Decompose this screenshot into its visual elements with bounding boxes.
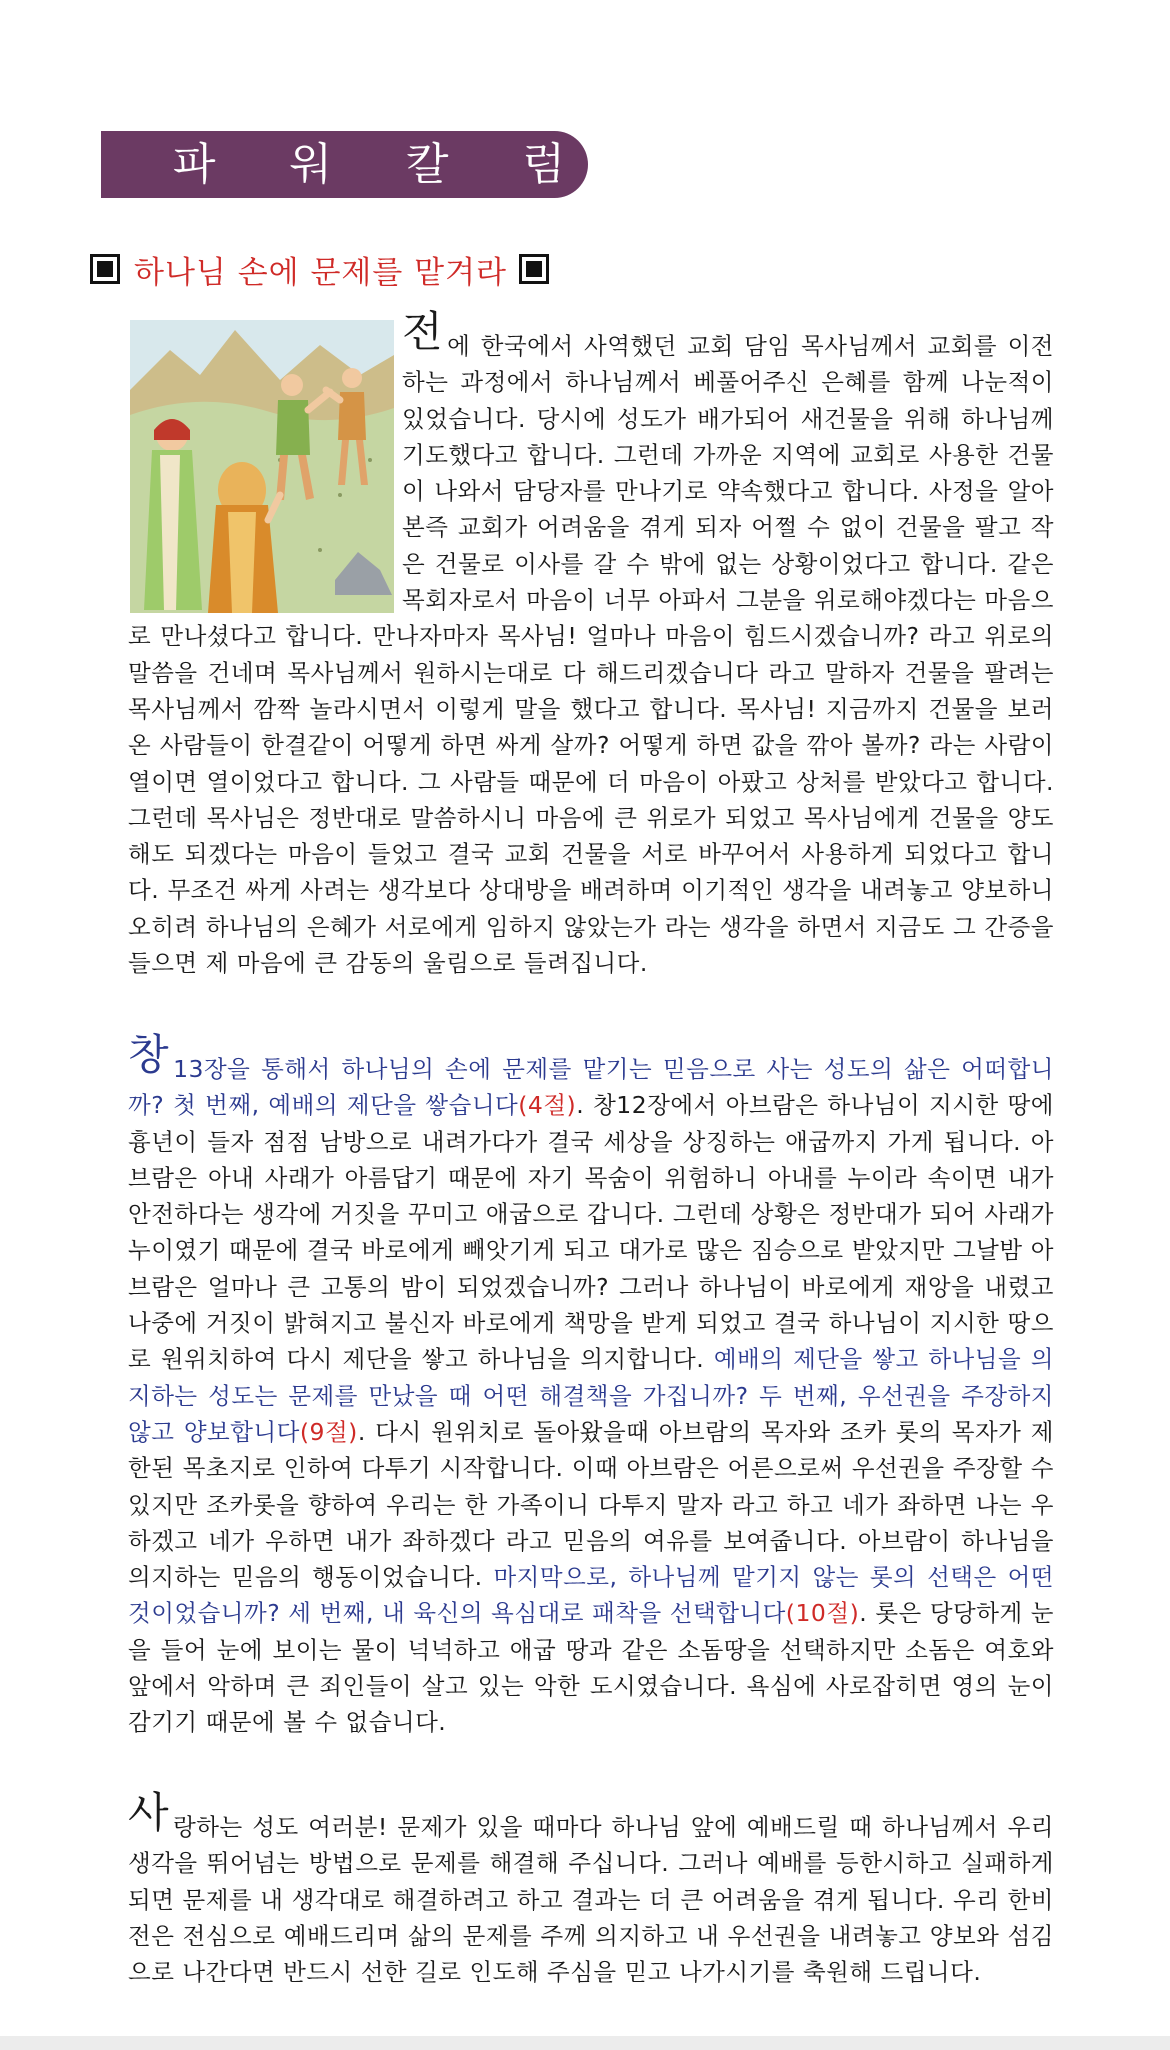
emphasis-1: 13장을 통해서 하나님의 손에 문제를 맡기는 믿음으로 사는 성도의 삶은 어떠합니까? 첫 번째, 예배의 제단을 쌓습니다	[128, 1055, 1054, 1120]
emphasis-2: 예배의 제단을 쌓고 하나님을 의지하는 성도는 문제를 만났을 때 어떤 해결책을 가집니까? 두 번째, 우선권을 주장하지 않고 양보합니다	[128, 1345, 1054, 1446]
paragraph-2-text-1: . 창12장에서 아브람은 하나님이 지시한 땅에 흉년이 들자 점점 남방으로 내려가다가 결국 세상을 상징하는 애굽까지 가게 됩니다. 아브람은 아내 사래가 아름답기 때문에 자기 목숨이 위험하니 아내를 누이라 속이면 내가 안전하다는 생각에 거짓을 꾸미고 애굽으로 갑니다. 그런데 상황은 정반대가 되어 사래가 누이였기 때문에 결국 바로에게 빼앗기게 되고 대가로 많은 짐승으로 받았지만 그날밤 아브람은 얼마나 큰 고통의 밤이 되었겠습니까? 그러나 하나님이 바로에게 재앙을 내렸고 나중에 거짓이 밝혀지고 불신자 바로에게 책망을 받게 되었고 결국 하나님이 지시한 땅으로 원위치하여 다시 제단을 쌓고 하나님을 의지합니다.	[128, 1091, 1054, 1374]
paragraph-2-text-2: . 다시 원위치로 돌아왔을때 아브람의 목자와 조카 롯의 목자가 제한된 목초지로 인하여 다투기 시작합니다. 이때 아브람은 어른으로써 우선권을 주장할 수 있지만 조카롯을 향하여 우리는 한 가족이니 다투지 말자 라고 하고 네가 좌하면 나는 우하겠고 네가 우하면 내가 좌하겠다 라고 믿음의 여유를 보여줍니다. 아브람이 하나님을 의지하는 믿음의 행동이었습니다.	[128, 1417, 1054, 1592]
paragraph-3-dropcap: 사	[128, 1788, 170, 1837]
paragraph-2-dropcap: 창	[128, 1030, 170, 1079]
column-banner	[101, 131, 595, 198]
page-bottom-band	[0, 2036, 1170, 2050]
paragraph-1-dropcap: 전	[402, 307, 444, 356]
verse-ref-3: (10절)	[785, 1599, 860, 1628]
article-title: 하나님 손에 문제를 맡겨라	[134, 254, 507, 291]
emphasis-3: 마지막으로, 하나님께 맡기지 않는 롯의 선택은 어떤 것이었습니까? 세 번째, 내 육신의 욕심대로 패착을 선택합니다	[128, 1563, 1054, 1628]
verse-ref-2: (9절)	[299, 1417, 358, 1446]
paragraph-3-text: 랑하는 성도 여러분! 문제가 있을 때마다 하나님 앞에 예배드릴 때 하나님께서 우리 생각을 뛰어넘는 방법으로 문제를 해결해 주십니다. 그러나 예배를 등한시하고 실패하게 되면 문제를 내 생각대로 해결하려고 하고 결과는 더 큰 어려움을 겪게 됩니다. 우리 한비전은 전심으로 예배드리며 삶의 문제를 주께 의지하고 내 우선권을 내려놓고 양보와 섬김으로 나간다면 반드시 선한 길로 인도해 주심을 믿고 나가시기를 축원해 드립니다.	[128, 1813, 1054, 1987]
article-heading	[90, 246, 549, 292]
paragraph-2-text-3: . 롯은 당당하게 눈을 들어 눈에 보이는 물이 넉넉하고 애굽 땅과 같은 소돔땅을 선택하지만 소돔은 여호와 앞에서 악하며 큰 죄인들이 살고 있는 악한 도시였습니다. 욕심에 사로잡히면 영의 눈이 감기기 때문에 볼 수 없습니다.	[128, 1599, 1054, 1737]
paragraph-1	[128, 307, 1054, 981]
paragraph-1-text: 에 한국에서 사역했던 교회 담임 목사님께서 교회를 이전하는 과정에서 하나님께서 베풀어주신 은혜를 함께 나눈적이 있었습니다. 당시에 성도가 배가되어 새건물을 위해 하나님께 기도했다고 합니다. 그런데 가까운 지역에 교회로 사용한 건물이 나와서 담당자를 만나기로 약속했다고 합니다. 사정을 알아본즉 교회가 어려움을 겪게 되자 어쩔 수 없이 건물을 팔고 작은 건물로 이사를 갈 수 밖에 없는 상황이었다고 합니다. 같은 목회자로서 마음이 너무 아파서 그분을 위로해야겠다는 마음으로 만나셨다고 합니다. 만나자마자 목사님! 얼마나 마음이 힘드시겠습니까? 라고 위로의 말씀을 건네며 목사님께서 원하시는대로 다 해드리겠습니다 라고 말하자 건물을 팔려는 목사님께서 깜짝 놀라시면서 이렇게 말을 했다고 합니다. 목사님! 지금까지 건물을 보러온 사람들이 한결같이 어떻게 하면 싸게 살까? 어떻게 하면 값을 깎아 볼까? 라는 사람이 열이면 열이었다고 합니다. 그 사람들 때문에 더 마음이 아팠고 상처를 받았다고 합니다. 그런데 목사님은 정반대로 말씀하시니 마음에 큰 위로가 되었고 목사님에게 건물을 양도해도 되겠다는 마음이 들었고 결국 교회 건물을 서로 바꾸어서 사용하게 되었다고 합니다. 무조건 싸게 사려는 생각보다 상대방을 배려하며 이기적인 생각을 내려놓고 양보하니 오히려 하나님의 은혜가 서로에게 임하지 않았는가 라는 생각을 하면서 지금도 그 간증을 들으면 제 마음에 큰 감동의 울림으로 들려집니다.	[128, 332, 1054, 978]
verse-ref-1: (4절)	[518, 1091, 577, 1120]
paragraph-3	[128, 1788, 1054, 1990]
square-bullet-icon	[90, 254, 120, 284]
paragraph-2	[128, 1030, 1054, 1741]
banner-title: 파 워 칼 럼	[173, 139, 595, 190]
square-bullet-icon	[519, 254, 549, 284]
